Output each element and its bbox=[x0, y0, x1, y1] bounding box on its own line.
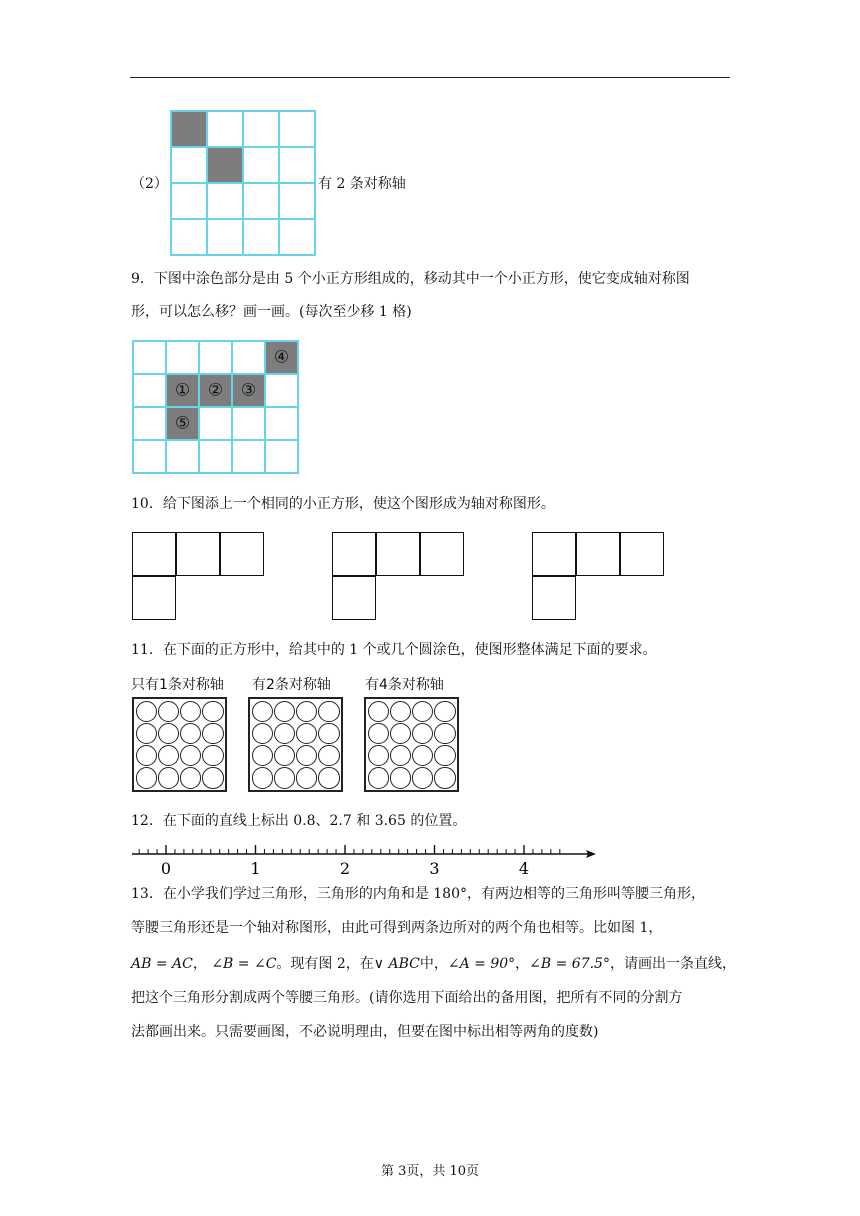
grid-cell[interactable] bbox=[199, 341, 232, 374]
math-triangle-abc: ∨ ABC bbox=[373, 956, 420, 972]
circle[interactable] bbox=[158, 745, 179, 766]
circle[interactable] bbox=[158, 723, 179, 744]
math-angle-b-eq-c: ∠B = ∠C bbox=[211, 956, 277, 972]
circle[interactable] bbox=[252, 723, 273, 744]
grid-cell[interactable] bbox=[265, 440, 298, 473]
grid-cell[interactable] bbox=[199, 407, 232, 440]
q13-text-line3 bbox=[131, 953, 736, 975]
circle[interactable] bbox=[202, 767, 223, 788]
q10-text: 10．给下图添上一个相同的小正方形，使这个图形成为轴对称图形。 bbox=[131, 496, 555, 512]
q13-text-line2: 等腰三角形还是一个轴对称图形，由此可得到两条边所对的两个角也相等。比如图 1， bbox=[131, 920, 663, 936]
grid-cell[interactable] bbox=[207, 111, 243, 147]
grid-cell[interactable] bbox=[133, 407, 166, 440]
grid-cell[interactable] bbox=[171, 183, 207, 219]
grid-cell[interactable] bbox=[133, 440, 166, 473]
page-footer: 第 3页，共 10页 bbox=[380, 1164, 480, 1179]
comma: ， bbox=[192, 956, 207, 972]
grid-cell[interactable] bbox=[171, 111, 207, 147]
shaded-square[interactable] bbox=[265, 341, 298, 374]
circle[interactable] bbox=[274, 723, 295, 744]
q11-circle-square-1[interactable] bbox=[132, 697, 227, 792]
square-number-label: ④ bbox=[273, 347, 290, 368]
grid-cell[interactable] bbox=[279, 147, 315, 183]
comma: ， bbox=[515, 956, 530, 972]
circle[interactable] bbox=[368, 723, 389, 744]
grid-cell[interactable] bbox=[265, 374, 298, 407]
circle[interactable] bbox=[180, 723, 201, 744]
square-number-label: ① bbox=[174, 380, 191, 401]
q13-text-line4: 把这个三角形分割成两个等腰三角形。(请你选用下面给出的备用图，把所有不同的分割方 bbox=[131, 990, 683, 1006]
square-number-label: ③ bbox=[240, 380, 257, 401]
circle[interactable] bbox=[434, 745, 455, 766]
circle[interactable] bbox=[158, 767, 179, 788]
shaded-square[interactable] bbox=[232, 374, 265, 407]
circle[interactable] bbox=[136, 767, 157, 788]
grid-cell[interactable] bbox=[171, 219, 207, 255]
grid-cell[interactable] bbox=[279, 183, 315, 219]
circle[interactable] bbox=[368, 701, 389, 722]
q11-circle-square-2[interactable] bbox=[248, 697, 343, 792]
circle[interactable] bbox=[296, 767, 317, 788]
circle[interactable] bbox=[318, 745, 339, 766]
q13-text-line5: 法都画出来。只需要画图，不必说明理由，但要在图中标出相等两角的度数) bbox=[131, 1024, 599, 1040]
q8-grid[interactable] bbox=[170, 110, 316, 256]
grid-cell[interactable] bbox=[232, 407, 265, 440]
circle[interactable] bbox=[136, 723, 157, 744]
shaded-square[interactable] bbox=[166, 407, 199, 440]
grid-cell[interactable] bbox=[243, 183, 279, 219]
circle[interactable] bbox=[252, 745, 273, 766]
q13-text-segment: 。现有图 2，在 bbox=[276, 956, 374, 972]
tick-label: 0 bbox=[160, 859, 172, 878]
circle[interactable] bbox=[412, 767, 433, 788]
circle[interactable] bbox=[252, 767, 273, 788]
circle[interactable] bbox=[318, 767, 339, 788]
math-angle-a: ∠A = 90° bbox=[447, 956, 516, 972]
grid-cell[interactable] bbox=[133, 374, 166, 407]
circle[interactable] bbox=[412, 723, 433, 744]
circle[interactable] bbox=[296, 701, 317, 722]
circle[interactable] bbox=[412, 745, 433, 766]
q12-number-line[interactable] bbox=[128, 840, 608, 880]
circle[interactable] bbox=[136, 745, 157, 766]
grid-cell[interactable] bbox=[243, 147, 279, 183]
q8-description: 有 2 条对称轴 bbox=[318, 176, 406, 192]
circle[interactable] bbox=[136, 701, 157, 722]
shaded-square[interactable] bbox=[166, 374, 199, 407]
grid-cell[interactable] bbox=[279, 111, 315, 147]
q11-label-four-axes: 有4条对称轴 bbox=[365, 677, 444, 693]
q8-part-label: （2） bbox=[131, 176, 168, 192]
grid-cell[interactable] bbox=[207, 219, 243, 255]
circle[interactable] bbox=[158, 701, 179, 722]
q9-text-line1: 9．下图中涂色部分是由 5 个小正方形组成的，移动其中一个小正方形，使它变成轴对称图 bbox=[131, 271, 690, 287]
grid-cell[interactable] bbox=[232, 341, 265, 374]
circle[interactable] bbox=[318, 701, 339, 722]
grid-cell[interactable] bbox=[265, 407, 298, 440]
square-number-label: ② bbox=[207, 380, 224, 401]
circle[interactable] bbox=[434, 723, 455, 744]
q9-text-line2: 形，可以怎么移？画一画。(每次至少移 1 格) bbox=[131, 304, 412, 320]
q11-label-two-axes: 有2条对称轴 bbox=[252, 677, 331, 693]
circle[interactable] bbox=[274, 701, 295, 722]
circle[interactable] bbox=[274, 767, 295, 788]
circle[interactable] bbox=[202, 723, 223, 744]
q11-circle-square-3[interactable] bbox=[364, 697, 459, 792]
circle[interactable] bbox=[318, 723, 339, 744]
grid-cell[interactable] bbox=[207, 183, 243, 219]
q11-label-one-axis: 只有1条对称轴 bbox=[131, 677, 224, 693]
q12-text: 12．在下面的直线上标出 0.8、2.7 和 3.65 的位置。 bbox=[131, 813, 467, 829]
circle[interactable] bbox=[296, 745, 317, 766]
tick-label: 1 bbox=[250, 859, 261, 878]
grid-cell[interactable] bbox=[166, 440, 199, 473]
circle[interactable] bbox=[180, 745, 201, 766]
tick-label: 4 bbox=[518, 859, 530, 878]
header-rule bbox=[130, 77, 730, 78]
grid-cell[interactable] bbox=[207, 147, 243, 183]
circle[interactable] bbox=[296, 723, 317, 744]
q13-text-segment: 中， bbox=[419, 956, 448, 972]
circle[interactable] bbox=[390, 723, 411, 744]
circle[interactable] bbox=[390, 767, 411, 788]
q11-text: 11．在下面的正方形中，给其中的 1 个或几个圆涂色，使图形整体满足下面的要求。 bbox=[131, 642, 657, 658]
grid-cell[interactable] bbox=[243, 111, 279, 147]
grid-cell[interactable] bbox=[232, 440, 265, 473]
tick-label: 2 bbox=[339, 859, 351, 878]
circle[interactable] bbox=[274, 745, 295, 766]
grid-cell[interactable] bbox=[166, 341, 199, 374]
shaded-square[interactable] bbox=[199, 374, 232, 407]
grid-cell[interactable] bbox=[243, 219, 279, 255]
circle[interactable] bbox=[368, 745, 389, 766]
q13-text-segment: ，请画出一条直线， bbox=[609, 956, 736, 972]
circle[interactable] bbox=[434, 767, 455, 788]
q13-text-line1: 13．在小学我们学过三角形，三角形的内角和是 180°，有两边相等的三角形叫等腰三角形， bbox=[131, 886, 705, 902]
circle[interactable] bbox=[390, 701, 411, 722]
circle[interactable] bbox=[252, 701, 273, 722]
square-number-label: ⑤ bbox=[174, 413, 191, 434]
tick-label: 3 bbox=[429, 859, 440, 878]
grid-cell[interactable] bbox=[199, 440, 232, 473]
math-ab-eq-ac: AB = AC bbox=[131, 956, 193, 972]
grid-cell[interactable] bbox=[133, 341, 166, 374]
circle[interactable] bbox=[390, 745, 411, 766]
math-angle-b: ∠B = 67.5° bbox=[529, 956, 610, 972]
circle[interactable] bbox=[412, 701, 433, 722]
circle[interactable] bbox=[202, 701, 223, 722]
circle[interactable] bbox=[180, 701, 201, 722]
circle[interactable] bbox=[202, 745, 223, 766]
grid-cell[interactable] bbox=[279, 219, 315, 255]
circle[interactable] bbox=[434, 701, 455, 722]
q9-grid[interactable] bbox=[132, 340, 299, 474]
circle[interactable] bbox=[180, 767, 201, 788]
circle[interactable] bbox=[368, 767, 389, 788]
grid-cell[interactable] bbox=[171, 147, 207, 183]
